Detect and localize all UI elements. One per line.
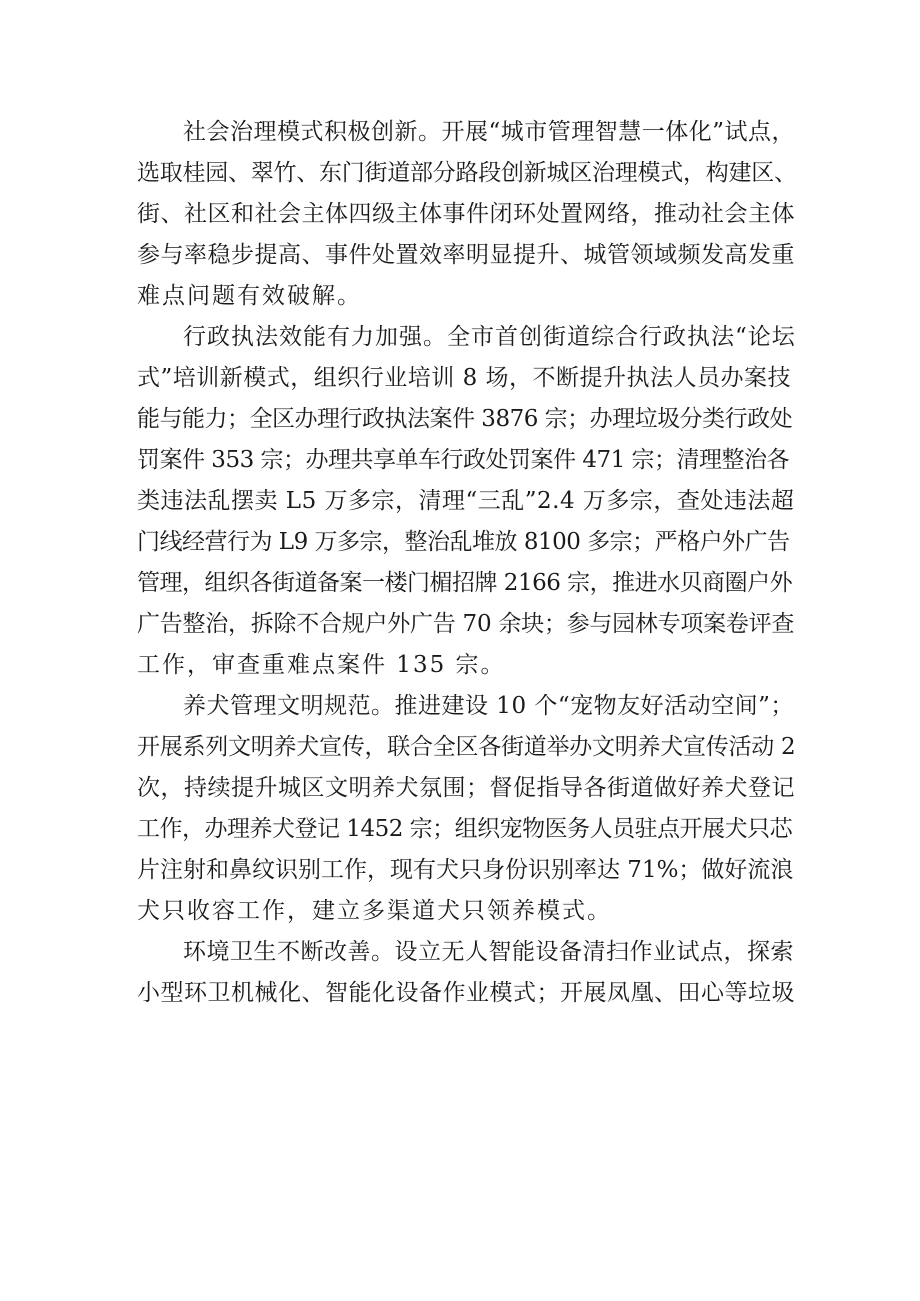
text-line: 罚案件 353 宗；办理共享单车行政处罚案件 471 宗；清理整治各 (137, 447, 790, 473)
text-line: 次，持续提升城区文明养犬氛围；督促指导各街道做好养犬登记 (137, 775, 795, 801)
text-line: 能与能力；全区办理行政执法案件 3876 宗；办理垃圾分类行政处 (137, 406, 793, 432)
text-line: 工作，办理养犬登记 1452 宗；组织宠物医务人员驻点开展犬只芯 (137, 816, 793, 842)
text-line: 参与率稳步提高、事件处置效率明显提升、城管领域频发高发重 (137, 242, 795, 268)
text-line: 类违法乱摆卖 L5 万多宗，清理“三乱”2.4 万多宗，查处违法超 (137, 488, 795, 514)
paragraph-administrative-enforcement (137, 317, 797, 686)
text-line: 工作，审查重难点案件 135 宗。 (137, 652, 506, 678)
paragraph-social-governance (137, 112, 797, 317)
text-line: 社会治理模式积极创新。开展“城市管理智慧一体化”试点， (183, 119, 796, 145)
text-line: 开展系列文明养犬宣传，联合全区各街道举办文明养犬宣传活动 2 (137, 734, 796, 760)
text-line: 环境卫生不断改善。设立无人智能设备清扫作业试点，探索 (183, 939, 794, 965)
text-line: 门线经营行为 L9 万多宗，整治乱堆放 8100 多宗；严格户外广告 (137, 529, 790, 555)
text-line: 小型环卫机械化、智能化设备作业模式；开展凤凰、田心等垃圾 (137, 980, 795, 1006)
text-line: 选取桂园、翠竹、东门街道部分路段创新城区治理模式，构建区、 (137, 160, 797, 186)
text-line: 难点问题有效破解。 (137, 283, 362, 309)
document-body (137, 112, 797, 1014)
text-line: 广告整治，拆除不合规户外广告 70 余块；参与园林专项案卷评查 (137, 611, 795, 637)
paragraph-dog-management (137, 686, 797, 932)
text-line: 街、社区和社会主体四级主体事件闭环处置网络，推动社会主体 (137, 201, 795, 227)
text-line: 片注射和鼻纹识别工作，现有犬只身份识别率达 71%；做好流浪 (137, 857, 794, 883)
text-line: 行政执法效能有力加强。全市首创街道综合行政执法“论坛 (183, 324, 796, 350)
text-line: 式”培训新模式，组织行业培训 8 场，不断提升执法人员办案技 (137, 365, 792, 391)
text-line: 管理，组织各街道备案一楼门楣招牌 2166 宗，推进水贝商圈户外 (137, 570, 793, 596)
text-line: 养犬管理文明规范。推进建设 10 个“宠物友好活动空间”； (183, 693, 794, 719)
paragraph-environmental-sanitation (137, 932, 797, 1014)
text-line: 犬只收容工作，建立多渠道犬只领养模式。 (137, 898, 612, 924)
